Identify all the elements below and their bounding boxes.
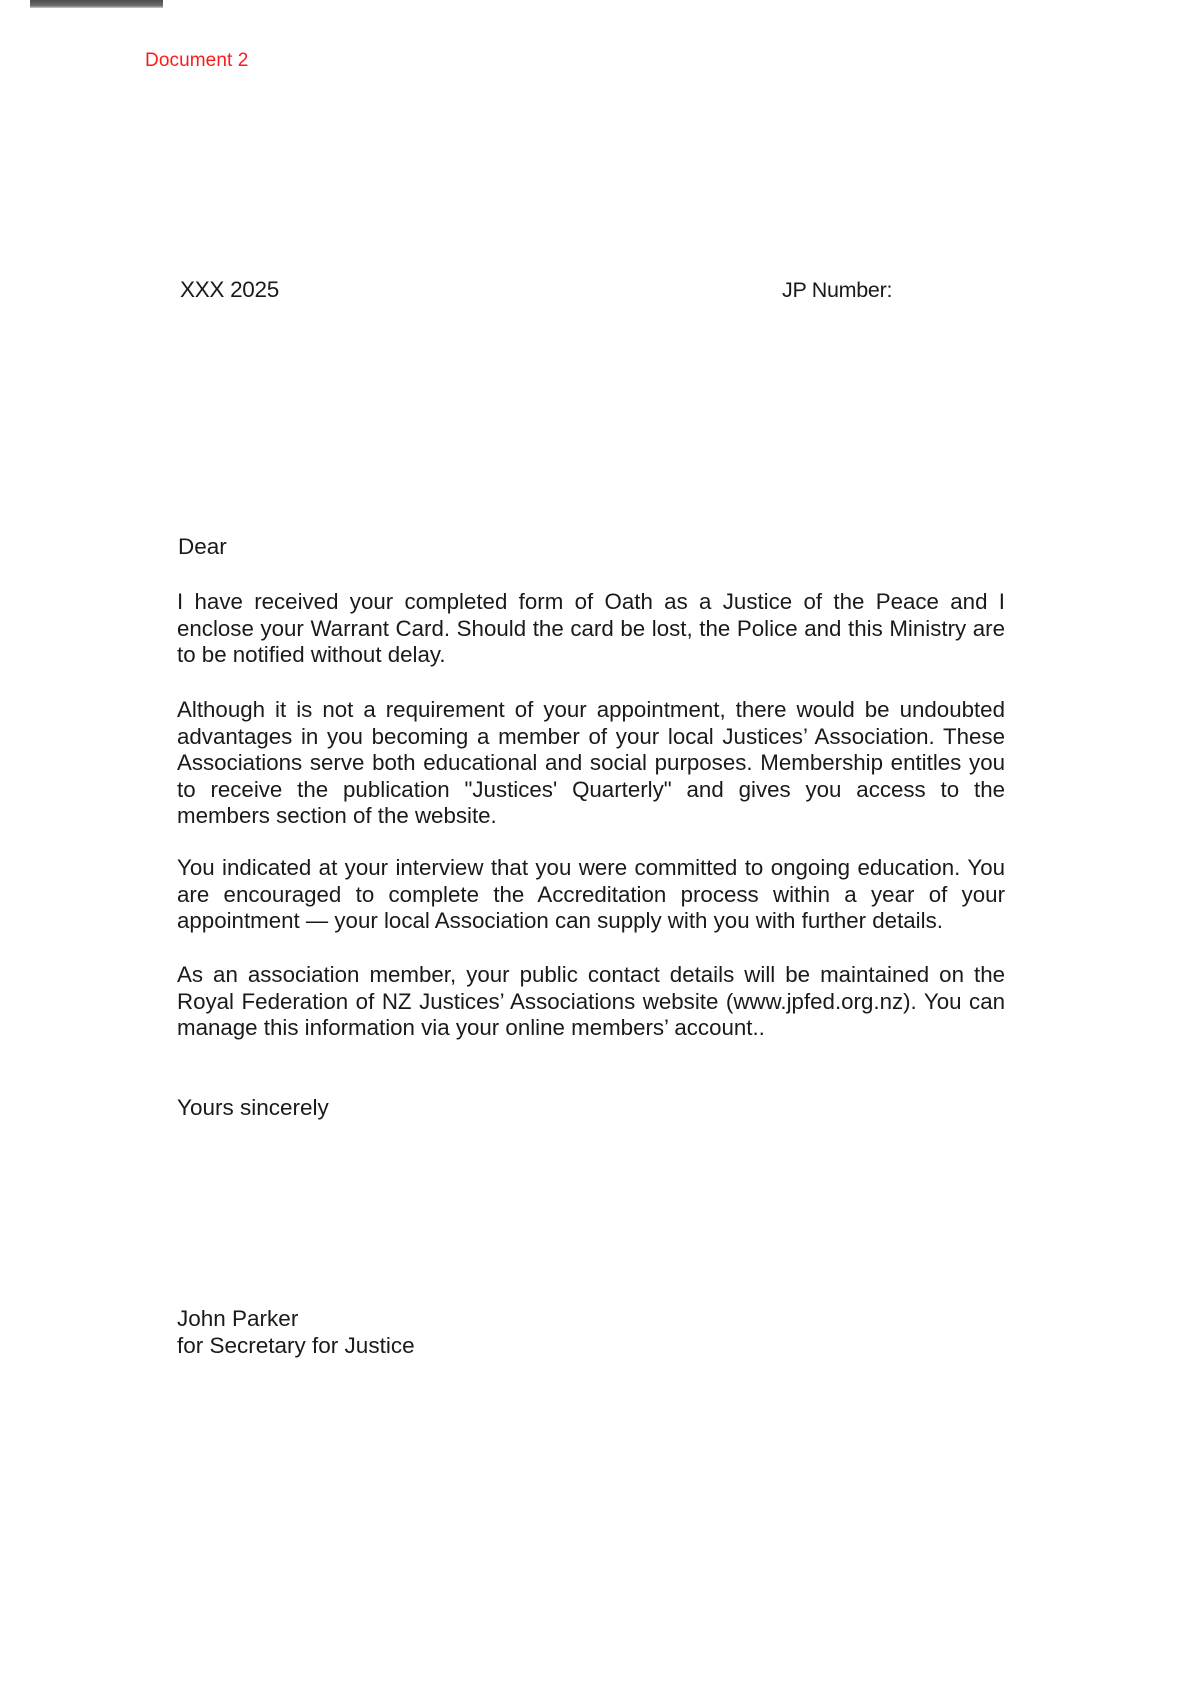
letter-date: XXX 2025 bbox=[180, 277, 279, 302]
signatory-name: John Parker bbox=[177, 1306, 299, 1331]
scan-edge-bar bbox=[30, 0, 163, 8]
paragraph-association-membership: Although it is not a requirement of your appointment, there would be undoubted advantages in you becoming a member of your local Justices’ Association. These Associations serve both educational and social purposes. Membership entitles you to receive the publication "Justices' Quarterly" and gives you access to the members section of the website. bbox=[177, 697, 1005, 828]
jp-number-label: JP Number: bbox=[782, 278, 893, 302]
signatory-title: for Secretary for Justice bbox=[177, 1333, 415, 1358]
salutation: Dear bbox=[178, 534, 227, 559]
paragraph-contact-details: As an association member, your public contact details will be maintained on the Royal Federation of NZ Justices’ Associations website (www.jpfed.org.nz). You can manage this information via your online members’ account.. bbox=[177, 962, 1005, 1040]
closing: Yours sincerely bbox=[177, 1095, 329, 1120]
paragraph-warrant-card: I have received your completed form of Oath as a Justice of the Peace and I enclose your Warrant Card. Should the card be lost, the Police and this Ministry are to be notified without delay. bbox=[177, 589, 1005, 667]
document-label: Document 2 bbox=[145, 50, 249, 71]
paragraph-ongoing-education: You indicated at your interview that you were committed to ongoing education. You are encouraged to complete the Accreditation process within a year of your appointment — your local Association can supply with you with further details. bbox=[177, 855, 1005, 933]
